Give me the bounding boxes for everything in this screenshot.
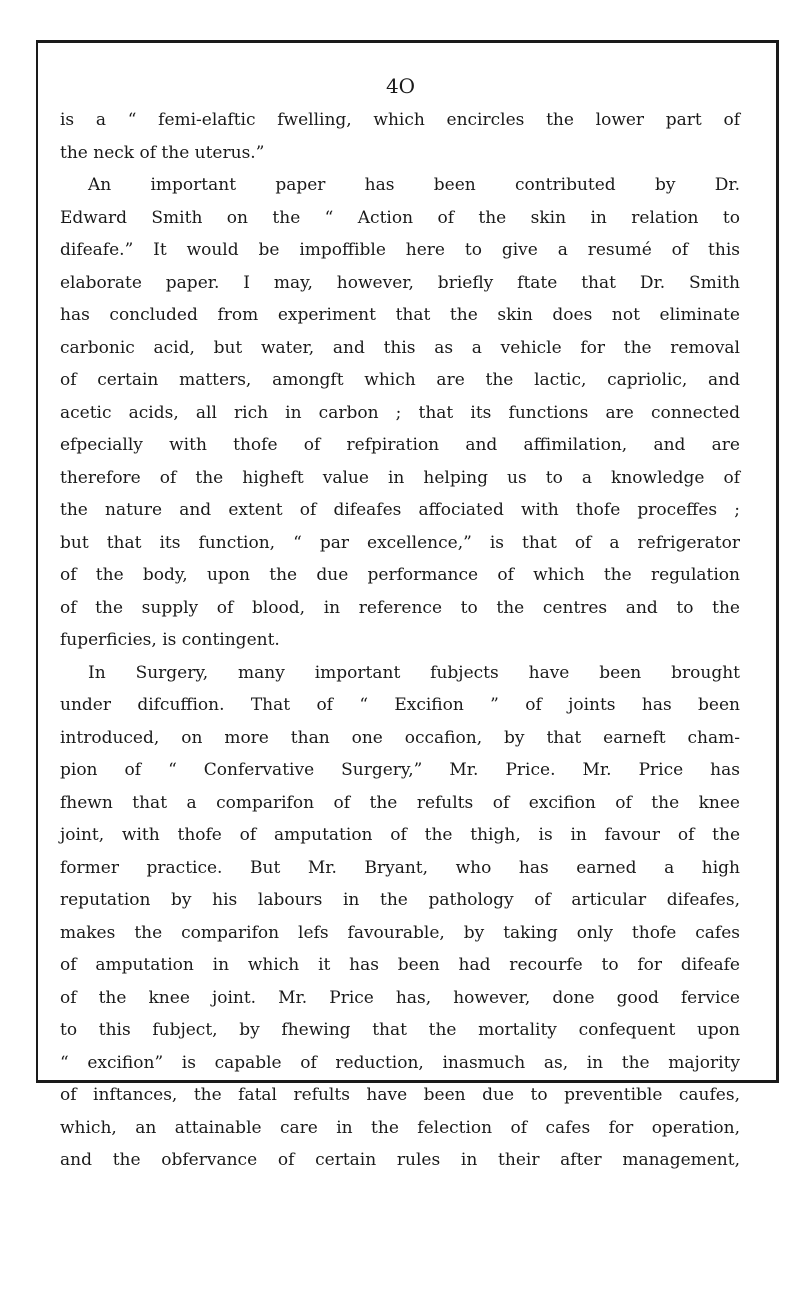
text-line: Edward Smith on the “ Action of the skin in relation to bbox=[60, 207, 740, 228]
text-line: An important paper has been contributed by Dr. bbox=[88, 175, 740, 195]
text-line: the nature and extent of difeafes affociated with thofe proceffes ; bbox=[60, 500, 740, 520]
frame-right-rule bbox=[776, 40, 779, 1083]
text-line: carbonic acid, but water, and this as a vehicle for the removal bbox=[60, 337, 740, 358]
text-line: pion of “ Confervative Surgery,” Mr. Price. Mr. Price has bbox=[60, 760, 740, 780]
text-line: reputation by his labours in the pathology of articular difeafes, bbox=[60, 890, 740, 910]
body-text bbox=[60, 104, 740, 1177]
text-line: fuperficies, is contingent. bbox=[60, 630, 280, 650]
text-line: of certain matters, amongft which are the lactic, capriolic, and bbox=[60, 370, 740, 390]
text-line: makes the comparifon lefs favourable, by taking only thofe cafes bbox=[60, 922, 740, 943]
text-line: fhewn that a comparifon of the refults of excifion of the knee bbox=[60, 792, 740, 813]
text-line: In Surgery, many important fubjects have been brought bbox=[88, 662, 740, 683]
text-line: former practice. But Mr. Bryant, who has earned a high bbox=[60, 857, 740, 878]
text-line: and the obfervance of certain rules in their after management, bbox=[60, 1150, 740, 1170]
text-line: acetic acids, all rich in carbon ; that its functions are connected bbox=[60, 402, 740, 423]
text-line: under difcuffion. That of “ Excifion ” of joints has been bbox=[60, 695, 740, 715]
text-line: of inftances, the fatal refults have been due to preventible caufes, bbox=[60, 1085, 740, 1105]
text-line: of the supply of blood, in reference to the centres and to the bbox=[60, 597, 740, 618]
text-line: joint, with thofe of amputation of the thigh, is in favour of the bbox=[60, 825, 740, 845]
frame-top-rule bbox=[36, 40, 779, 43]
text-line: to this fubject, by fhewing that the mortality confequent upon bbox=[60, 1020, 740, 1040]
text-line: “ excifion” is capable of reduction, inasmuch as, in the majority bbox=[60, 1052, 740, 1073]
text-line: but that its function, “ par excellence,” is that of a refrigerator bbox=[60, 532, 740, 553]
text-line: has concluded from experiment that the skin does not eliminate bbox=[60, 305, 740, 325]
frame-left-rule bbox=[36, 40, 38, 1083]
text-line: efpecially with thofe of refpiration and affimilation, and are bbox=[60, 435, 740, 455]
text-line: therefore of the higheft value in helping us to a knowledge of bbox=[60, 467, 740, 488]
text-line: the neck of the uterus.” bbox=[60, 142, 265, 163]
text-line: which, an attainable care in the felection of cafes for operation, bbox=[60, 1117, 740, 1138]
text-line: of the body, upon the due performance of which the regulation bbox=[60, 565, 740, 585]
text-line: of the knee joint. Mr. Price has, however, done good fervice bbox=[60, 987, 740, 1008]
page-number: 4O bbox=[385, 74, 416, 98]
text-line: of amputation in which it has been had recourfe to for difeafe bbox=[60, 955, 740, 975]
text-line: introduced, on more than one occafion, by that earneft cham- bbox=[60, 727, 740, 748]
text-line: is a “ femi-elaftic fwelling, which encircles the lower part of bbox=[60, 110, 740, 130]
text-line: elaborate paper. I may, however, briefly ftate that Dr. Smith bbox=[60, 272, 740, 293]
text-line: difeafe.” It would be impoffible here to give a resumé of this bbox=[60, 240, 740, 260]
